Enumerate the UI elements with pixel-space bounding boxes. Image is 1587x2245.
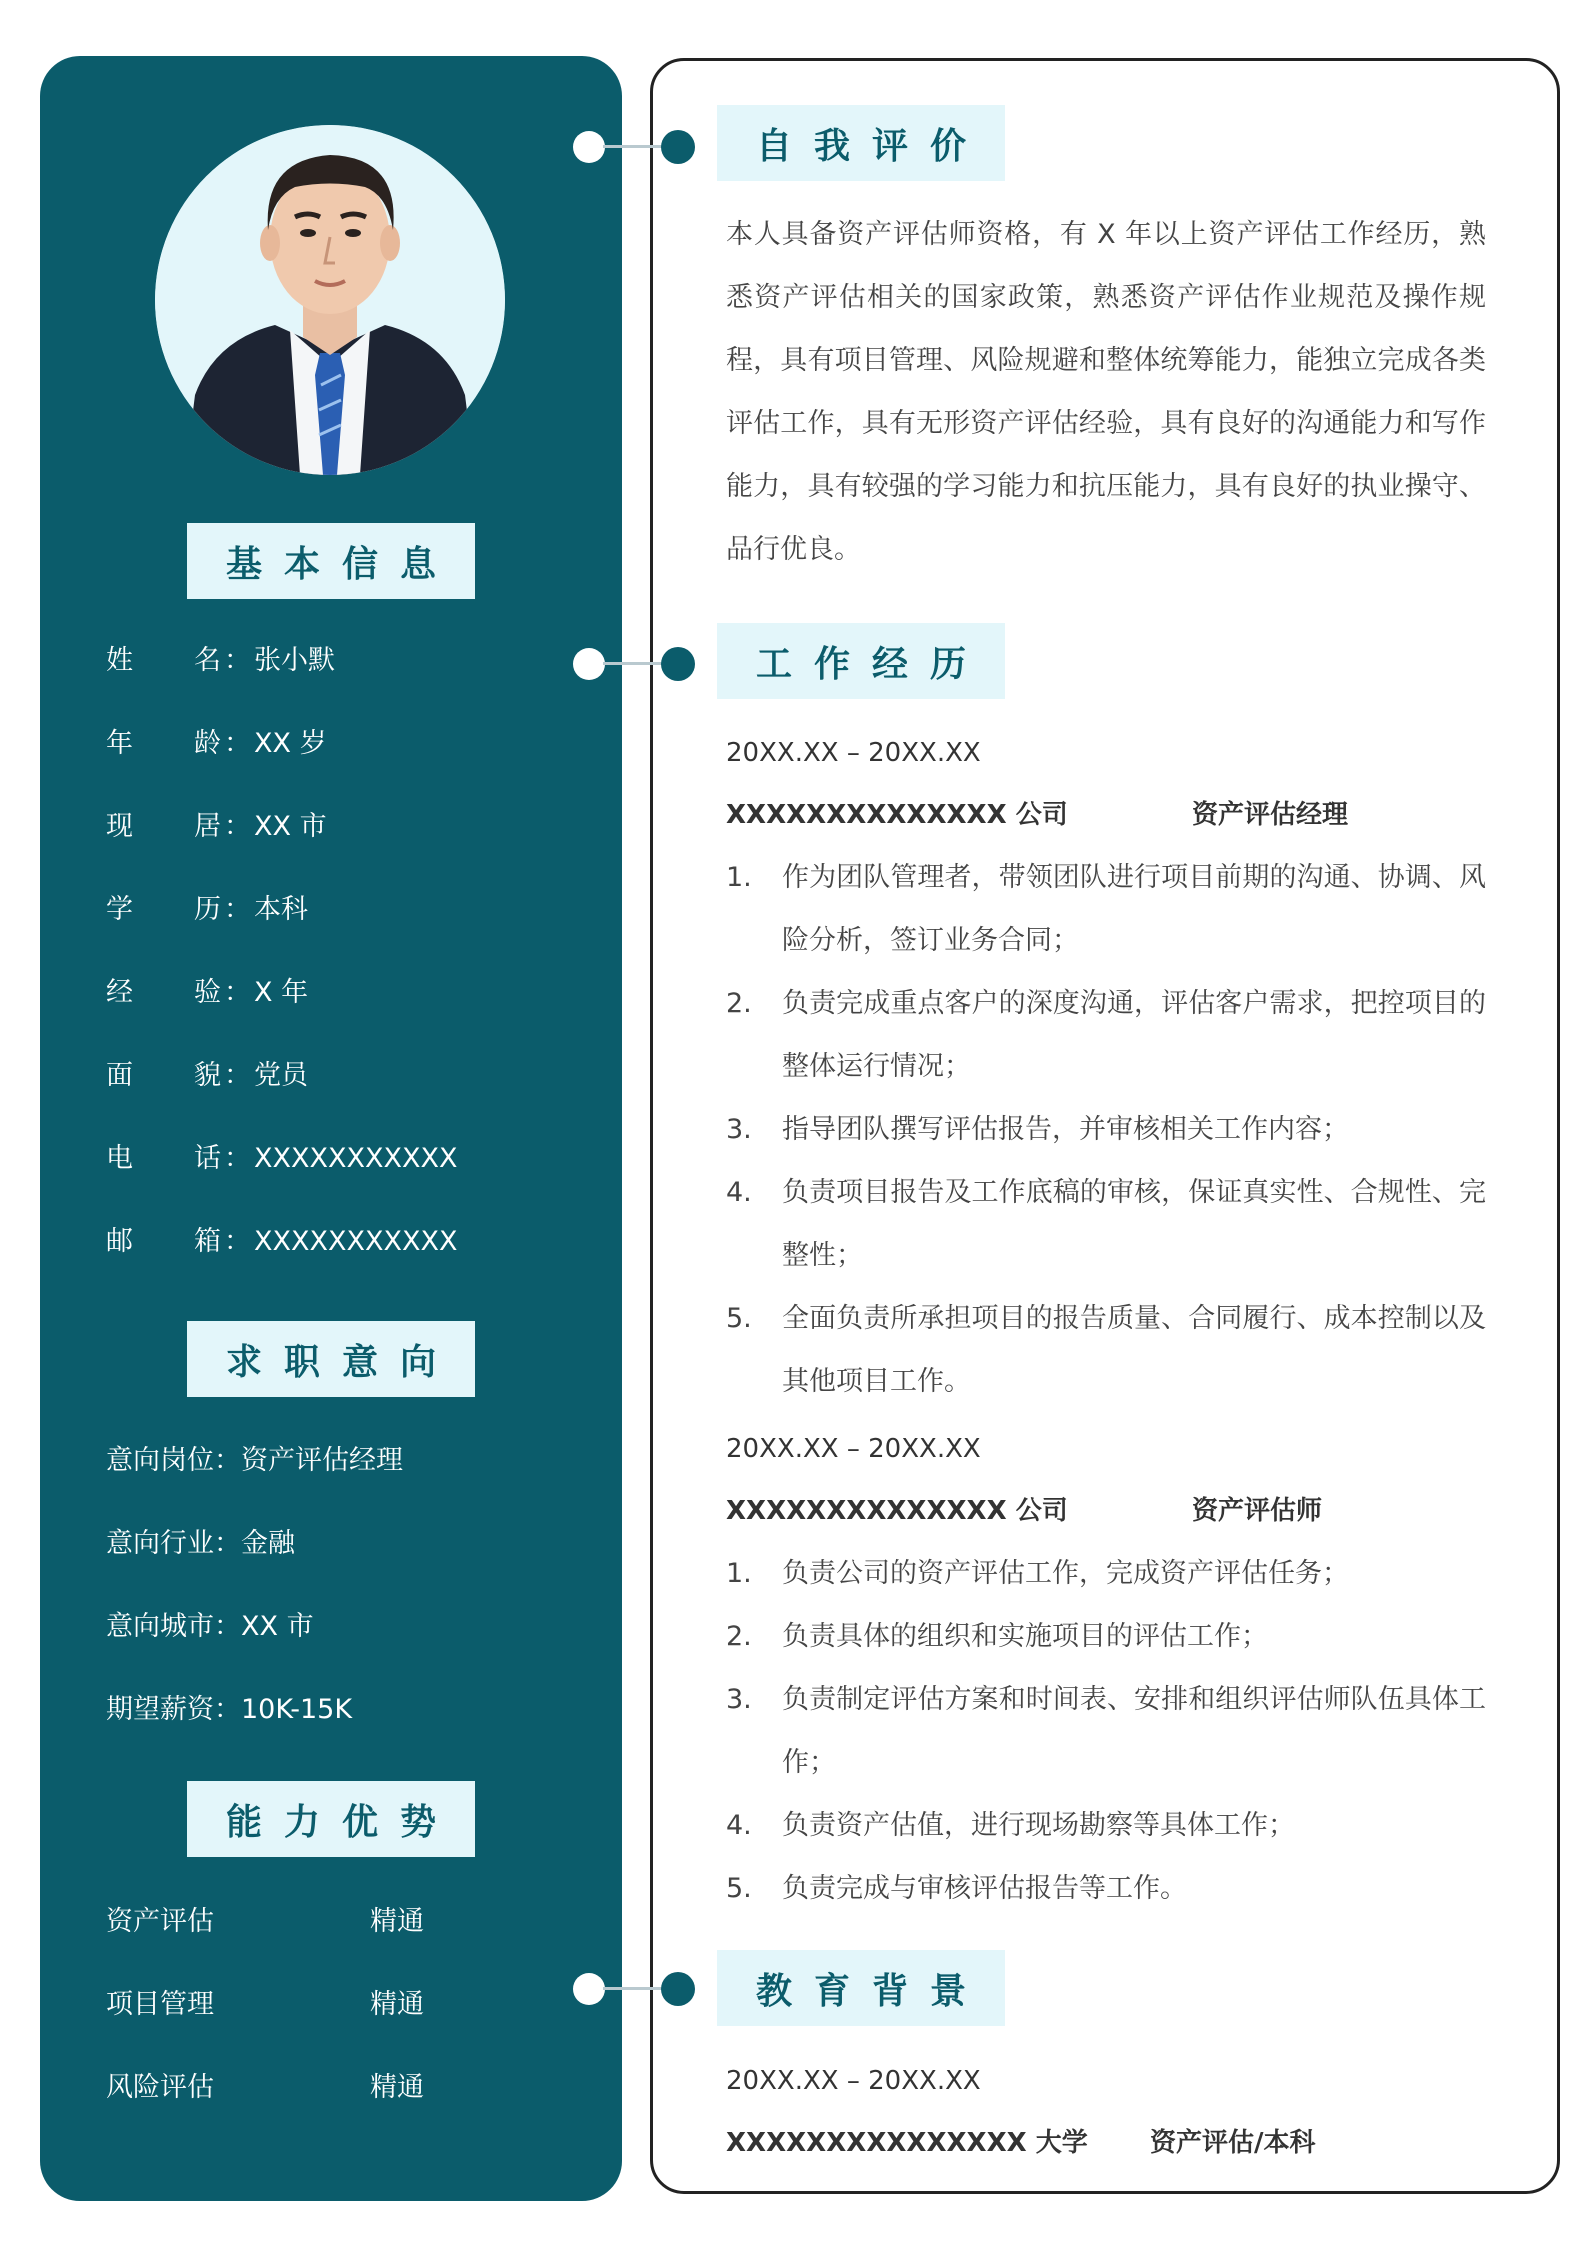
colon: ： (224, 1060, 251, 1091)
company-name: XXXXXXXXXXXXXX 公司 (726, 800, 1068, 830)
item-number: 4. (726, 1810, 752, 1841)
section-connector (573, 127, 695, 167)
connector-line (603, 1987, 665, 1990)
info-label: 龄 (194, 728, 221, 759)
skill-level: 精通 (370, 2072, 424, 2103)
info-value: XXXXXXXXXXX (254, 1143, 458, 1174)
education-org-row (726, 2123, 1486, 2163)
skill-name: 风险评估 (106, 2072, 214, 2103)
skill-row (106, 1985, 466, 2025)
item-number: 5. (726, 1303, 752, 1334)
item-text: 负责完成与审核评估报告等工作。 (782, 1873, 1187, 1904)
duty-item (726, 846, 1486, 972)
duty-item (726, 1542, 1486, 1605)
colon: ： (224, 1143, 251, 1174)
info-label: 面 (106, 1060, 133, 1091)
connector-line (603, 145, 665, 148)
info-value: XXXXXXXXXXX (254, 1226, 458, 1257)
colon: ： (224, 728, 251, 759)
info-label: 居 (194, 811, 221, 842)
item-text: 指导团队撰写评估报告，并审核相关工作内容； (782, 1114, 1349, 1145)
intent-salary: 期望薪资：10K-15K (106, 1694, 353, 1725)
info-label: 姓 (106, 645, 133, 676)
item-text: 负责资产估值，进行现场勘察等具体工作； (782, 1810, 1295, 1841)
job-date: 20XX.XX – 20XX.XX (726, 738, 981, 768)
intent-position: 意向岗位：资产评估经理 (106, 1445, 403, 1476)
skill-row (106, 1902, 466, 1942)
colon: ： (224, 811, 251, 842)
info-value: 本科 (254, 894, 308, 925)
connector-dot (573, 648, 605, 680)
section-connector (573, 644, 695, 684)
info-value: 党员 (254, 1060, 308, 1091)
duty-item (726, 1794, 1486, 1857)
self-eval-heading: 自我评价 (717, 105, 1005, 181)
info-label: 历 (194, 894, 221, 925)
skill-name: 资产评估 (106, 1906, 214, 1937)
duty-item (726, 972, 1486, 1098)
colon: ： (224, 645, 251, 676)
colon: ： (224, 977, 251, 1008)
education-heading: 教育背景 (717, 1950, 1005, 2026)
intent-industry: 意向行业：金融 (106, 1528, 295, 1559)
info-label: 话 (194, 1143, 221, 1174)
avatar (155, 125, 505, 475)
item-text: 负责制定评估方案和时间表、安排和组织评估师队伍具体工作； (782, 1684, 1486, 1778)
colon: ： (224, 1226, 251, 1257)
connector-dot (661, 130, 695, 164)
work-heading: 工作经历 (717, 623, 1005, 699)
education-date: 20XX.XX – 20XX.XX (726, 2066, 981, 2096)
duty-item (726, 1287, 1486, 1413)
info-value: XX 岁 (254, 728, 327, 759)
info-label: 验 (194, 977, 221, 1008)
intent-city: 意向城市：XX 市 (106, 1611, 314, 1642)
item-number: 3. (726, 1114, 752, 1145)
item-number: 1. (726, 862, 752, 893)
info-label: 年 (106, 728, 133, 759)
item-number: 2. (726, 988, 752, 1019)
info-label: 貌 (194, 1060, 221, 1091)
item-number: 4. (726, 1177, 752, 1208)
info-value: XX 市 (254, 811, 327, 842)
skill-name: 项目管理 (106, 1989, 214, 2020)
item-text: 全面负责所承担项目的报告质量、合同履行、成本控制以及其他项目工作。 (782, 1303, 1486, 1397)
info-label: 邮 (106, 1226, 133, 1257)
skill-level: 精通 (370, 1906, 424, 1937)
info-label: 电 (106, 1143, 133, 1174)
job-title: 资产评估经理 (1192, 800, 1349, 830)
connector-dot (573, 1973, 605, 2005)
info-value: 张小默 (254, 645, 335, 676)
item-number: 1. (726, 1558, 752, 1589)
self-eval-text: 本人具备资产评估师资格，有 X 年以上资产评估工作经历，熟悉资产评估相关的国家政策，熟悉资产评估作业规范及操作规程，具有项目管理、风险规避和整体统筹能力，能独立完成各类评估工作，具有无形资产评估经验，具有良好的沟通能力和写作能力，具有较强的学习能力和抗压能力，具有良好的执业操守、品行优良。 (726, 219, 1486, 565)
job-org-row (726, 795, 1486, 835)
item-text: 作为团队管理者，带领团队进行项目前期的沟通、协调、风险分析，签订业务合同； (782, 862, 1486, 956)
avatar-portrait-icon (155, 125, 505, 475)
item-number: 3. (726, 1684, 752, 1715)
skill-row (106, 2068, 466, 2108)
info-label: 经 (106, 977, 133, 1008)
connector-dot (661, 1972, 695, 2006)
item-text: 负责项目报告及工作底稿的审核，保证真实性、合规性、完整性； (782, 1177, 1486, 1271)
connector-line (603, 662, 665, 665)
duty-item (726, 1857, 1486, 1920)
item-text: 负责完成重点客户的深度沟通，评估客户需求，把控项目的整体运行情况； (782, 988, 1486, 1082)
info-label: 名 (194, 645, 221, 676)
skill-level: 精通 (370, 1989, 424, 2020)
item-text: 负责公司的资产评估工作，完成资产评估任务； (782, 1558, 1349, 1589)
skills-heading: 能力优势 (187, 1781, 475, 1857)
duty-item (726, 1161, 1486, 1287)
item-number: 2. (726, 1621, 752, 1652)
company-name: XXXXXXXXXXXXXX 公司 (726, 1496, 1068, 1526)
info-value: X 年 (254, 977, 309, 1008)
item-text: 负责具体的组织和实施项目的评估工作； (782, 1621, 1268, 1652)
school-name: XXXXXXXXXXXXXXX 大学 (726, 2128, 1088, 2158)
info-label: 现 (106, 811, 133, 842)
connector-dot (661, 647, 695, 681)
duty-item (726, 1668, 1486, 1794)
job-intent-heading: 求职意向 (187, 1321, 475, 1397)
duty-item (726, 1605, 1486, 1668)
info-label: 学 (106, 894, 133, 925)
major-degree: 资产评估/本科 (1150, 2128, 1316, 2158)
item-number: 5. (726, 1873, 752, 1904)
colon: ： (224, 894, 251, 925)
basic-info-heading: 基本信息 (187, 523, 475, 599)
job-date: 20XX.XX – 20XX.XX (726, 1434, 981, 1464)
job-title: 资产评估师 (1192, 1496, 1323, 1526)
job-org-row (726, 1491, 1486, 1531)
duty-item (726, 1098, 1486, 1161)
info-label: 箱 (194, 1226, 221, 1257)
connector-dot (573, 131, 605, 163)
section-connector (573, 1969, 695, 2009)
